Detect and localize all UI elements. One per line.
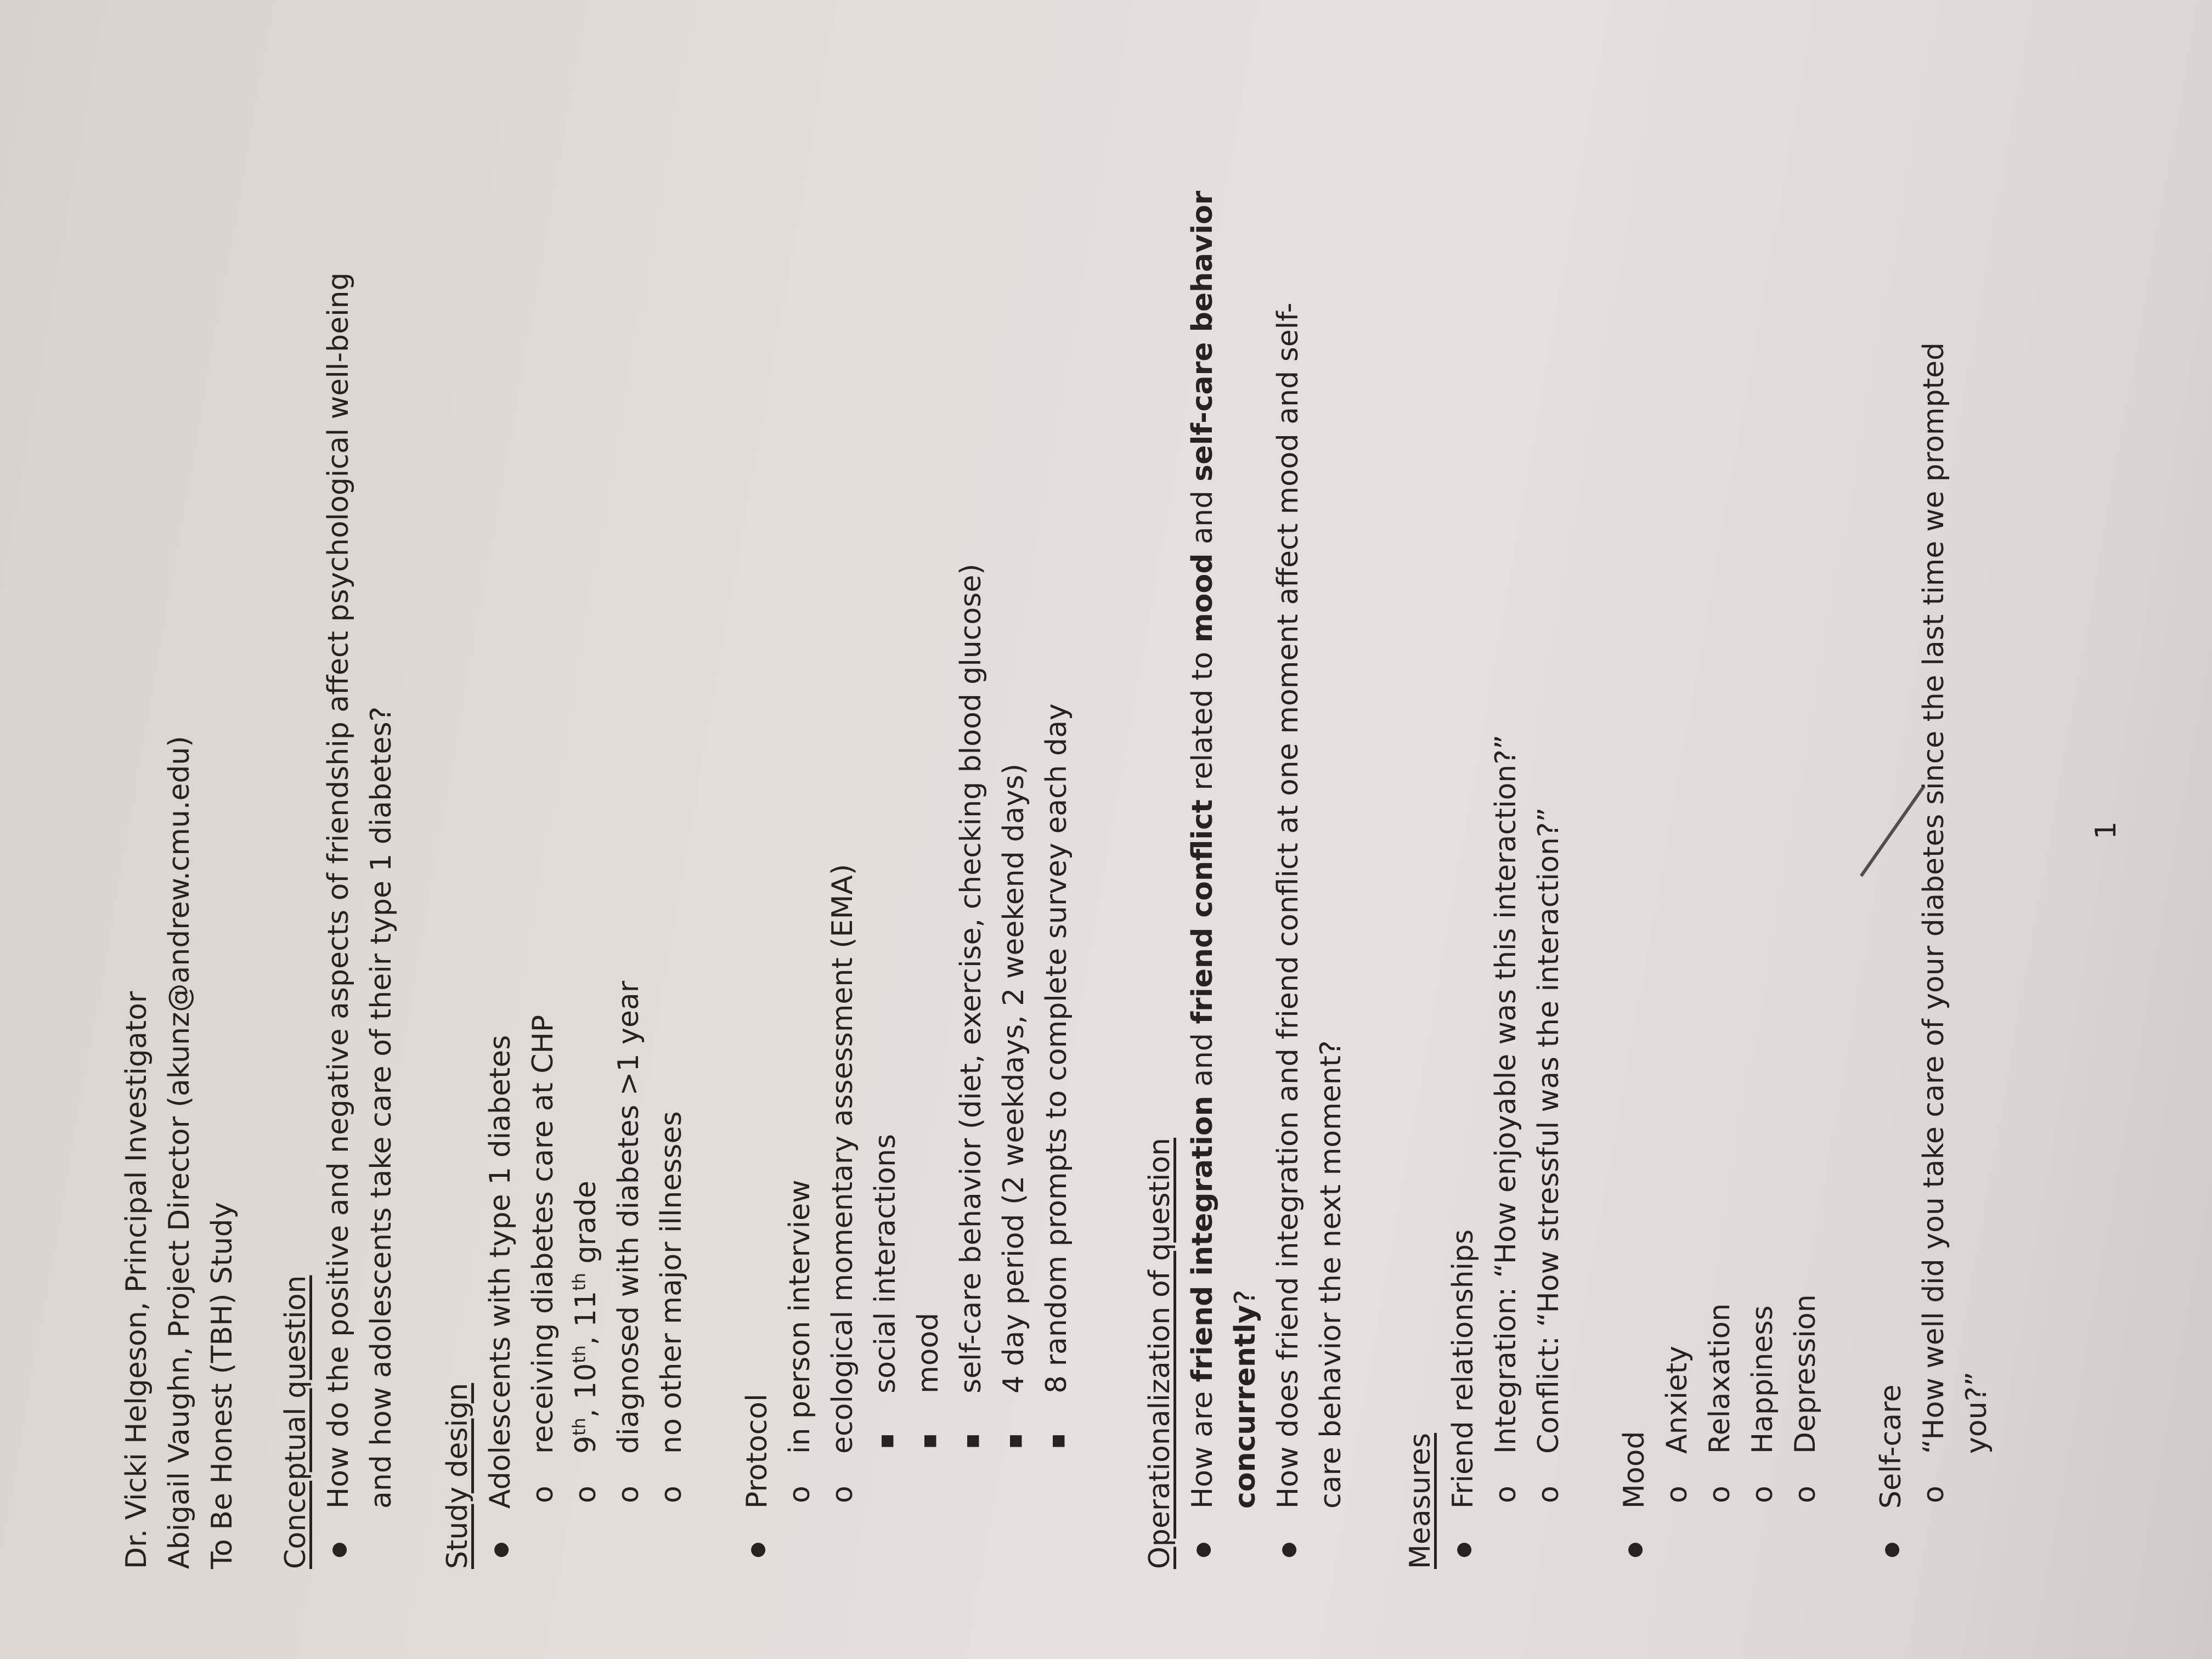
ema-subitem: ■ 4 day period (2 weekdays, 2 weekend days): [992, 563, 1035, 1454]
ema-subitem: ■ self-care behavior (diet, exercise, checking blood glucose): [950, 563, 992, 1454]
mood-item: o Relaxation: [1699, 342, 1741, 1509]
diagnosed-item: o diagnosed with diabetes >1 year: [607, 563, 650, 1509]
study-design-section: [436, 563, 1078, 1569]
header-block: [115, 736, 244, 1569]
project-director-line: Abigail Vaughn, Project Director (akunz@andrew.cmu.edu): [163, 736, 196, 1569]
self-care-bullet: ● Self-care o “How well did you take care of your diabetes since the last time we prompted you?”: [1870, 342, 1998, 1569]
no-other-illness-item: o no other major illnesses: [650, 563, 693, 1509]
mood-item: o Happiness: [1741, 342, 1784, 1509]
adolescents-label: Adolescents with type 1 diabetes: [484, 1035, 517, 1509]
conceptual-question-section: [274, 273, 403, 1570]
study-name-line: To Be Honest (TBH) Study: [206, 1201, 239, 1569]
protocol-bullet: [736, 563, 1078, 1569]
integration-item: o Integration: “How enjoyable was this interaction?”: [1485, 342, 1527, 1509]
chp-item: o receiving diabetes care at CHP: [522, 563, 565, 1509]
operationalization-question-2: ● How does friend integration and friend conflict at one moment affect mood and self- care behavior the next moment?: [1267, 191, 1352, 1569]
conceptual-question-heading: Conceptual question: [279, 1275, 312, 1569]
mood-item: o Depression: [1784, 342, 1827, 1509]
ema-subitem: ■ 8 random prompts to complete survey each day: [1035, 563, 1078, 1454]
friend-relationships-bullet: ● Friend relationships o Integration: “How enjoyable was this interaction?” o Conflict: “How stressful was the interaction?”: [1442, 342, 1613, 1569]
mood-item: o Anxiety: [1656, 342, 1699, 1509]
operationalization-question-1: ● How are friend integration and friend conflict related to mood and self-care behavior concurrently?: [1181, 191, 1267, 1569]
conceptual-question-bullet: [317, 273, 403, 1570]
measures-heading: Measures: [1404, 1432, 1437, 1569]
measures-section: [1399, 342, 1998, 1569]
conflict-item: o Conflict: “How stressful was the interaction?”: [1527, 342, 1570, 1509]
operationalization-heading: Operationalization of question: [1143, 1137, 1176, 1569]
interview-item: o in person interview: [778, 563, 821, 1509]
ema-subitem: ■ social interactions: [864, 563, 907, 1454]
conceptual-question-line2: and how adolescents take care of their type 1 diabetes?: [365, 706, 398, 1509]
principal-investigator-line: Dr. Vicki Helgeson, Principal Investigator: [120, 991, 153, 1569]
page-number: 1: [2090, 821, 2123, 839]
adolescents-bullet: [479, 563, 736, 1569]
ema-item: o ecological momentary assessment (EMA) ■ social interactions ■ mood ■ self-care behavior (diet, exercise, checking blood glucose) ■ 4 day period (2 weekdays, 2 weekend days) ■ 8 random prompts to complete survey each day: [821, 563, 1078, 1509]
mood-bullet: ● Mood o Anxiety o Relaxation o Happiness o Depression: [1613, 342, 1870, 1569]
operationalization-section: [1138, 191, 1352, 1569]
study-design-heading: Study design: [441, 1383, 474, 1569]
self-care-question: o “How well did you take care of your diabetes since the last time we prompted you?”: [1912, 342, 1998, 1509]
protocol-label: Protocol: [741, 1393, 774, 1509]
conceptual-question-line1: How do the positive and negative aspects of friendship affect psychological well-being: [322, 272, 355, 1509]
paper-sheet: [82, 0, 2212, 1591]
grade-item: o 9th, 10th, 11th grade: [565, 563, 607, 1509]
ema-subitem: ■ mood: [907, 563, 950, 1454]
